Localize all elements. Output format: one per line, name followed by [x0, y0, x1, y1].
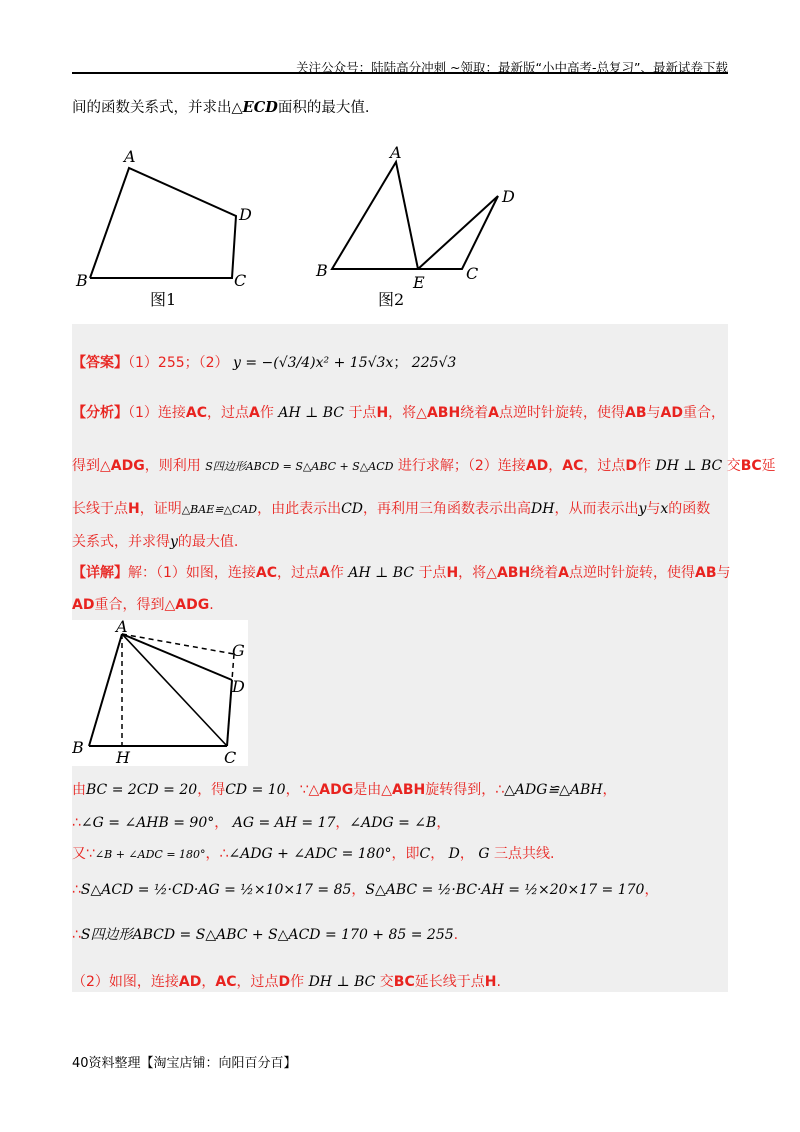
sol-s6i: 交	[379, 974, 394, 990]
figure1-label-c: C	[234, 271, 247, 290]
figure3-label-a: A	[116, 620, 128, 636]
sol-s3a: 又∵	[72, 846, 95, 862]
analysis-l3j: y	[638, 501, 647, 517]
sol-s4e: ，	[644, 882, 659, 898]
sol-s4b: S△ACD = ½·CD·AG = ½×10×17 = 85	[80, 882, 352, 898]
sol-s1g: 是由△	[353, 782, 392, 798]
analysis-l2k: 作	[637, 458, 652, 474]
figure1-caption: 图1	[150, 290, 177, 309]
figure-3	[72, 620, 248, 766]
sol-s2d: AG = AH = 17	[232, 815, 336, 831]
sol-s3c: ，∴	[205, 846, 229, 862]
sol-s6a: （2）如图，连接	[72, 974, 179, 990]
analysis-l1g: 于点	[348, 405, 377, 421]
sol-s6e: ，过点	[236, 974, 279, 990]
sol-s3h: D	[448, 846, 460, 862]
analysis-l3l: x	[660, 501, 669, 517]
analysis-line-1	[72, 402, 725, 422]
sol-s2f: ∠ADG = ∠B	[349, 815, 437, 831]
figure3-edge-ab	[89, 634, 122, 746]
analysis-line-3	[72, 498, 710, 518]
figure3-label-h: H	[116, 748, 130, 766]
analysis-l3a: 长线于点	[72, 501, 128, 517]
figure3-label-d: D	[232, 677, 245, 696]
analysis-tag: 【分析】	[72, 405, 128, 421]
analysis-l1l: A	[488, 405, 500, 421]
analysis-l1n: AB	[625, 405, 647, 421]
analysis-l2e: 进行求解；（2）连接	[397, 458, 526, 474]
sol-s2g: ，	[436, 815, 451, 831]
analysis-l1d: A	[249, 405, 260, 421]
detail-tag: 【详解】	[72, 565, 128, 581]
sol-s6f: D	[278, 974, 291, 990]
sol-s3i: ，	[459, 846, 474, 862]
figure2-triangle-abe	[332, 162, 418, 269]
figure-2	[310, 140, 530, 310]
detail-l1k: 绕着	[530, 565, 559, 581]
detail-l1h: H	[446, 565, 459, 581]
figure1-label-b: B	[76, 271, 88, 290]
sol-s2c: ，	[214, 815, 229, 831]
solution-line-6	[72, 971, 501, 991]
sol-s5b: S四边形ABCD = S△ABC + S△ACD = 170 + 85 = 255	[80, 927, 454, 943]
analysis-l1f: AH ⊥ BC	[278, 405, 344, 421]
solution-line-5	[72, 924, 458, 944]
solution-line-4	[72, 879, 658, 899]
analysis-l2h: AC	[562, 458, 584, 474]
analysis-l1i: ，将△	[388, 405, 427, 421]
sol-s6b: AD	[178, 974, 202, 990]
analysis-l1j: ABH	[426, 405, 461, 421]
header-rule	[72, 72, 728, 74]
analysis-l1a: （1）连接	[128, 405, 186, 421]
analysis-l3h: DH	[531, 501, 555, 517]
analysis-l1p: AD	[660, 405, 683, 421]
figure2-label-a: A	[390, 143, 402, 162]
figure2-label-e: E	[413, 273, 425, 292]
sol-s6c: ，	[201, 974, 216, 990]
sol-s3e: ，即	[391, 846, 420, 862]
sol-s6d: AC	[215, 974, 237, 990]
sol-s5c: .	[453, 927, 459, 943]
analysis-l1h: H	[376, 405, 389, 421]
detail-l1j: ABH	[496, 565, 531, 581]
sol-s6l: H	[484, 974, 497, 990]
answer-part1: （1）255；（2）	[128, 355, 229, 371]
analysis-l2j: D	[625, 458, 638, 474]
figure3-label-g: G	[232, 641, 245, 660]
answer-line	[72, 352, 456, 372]
analysis-l1o: 与	[646, 405, 661, 421]
figure1-label-d: D	[239, 205, 252, 224]
figure2-caption: 图2	[378, 290, 405, 309]
sol-s6g: 作	[290, 974, 305, 990]
solution-line-1	[72, 779, 617, 799]
sol-s2e: ，	[335, 815, 350, 831]
sol-s1i: 旋转得到，∴	[425, 782, 505, 798]
answer-sep: ；	[393, 355, 408, 371]
detail-l1g: 于点	[418, 565, 447, 581]
footer-text: 资料整理【淘宝店铺：向阳百分百】	[88, 1056, 297, 1071]
page-number: 40	[72, 1056, 89, 1071]
sol-s4a: ∴	[72, 882, 81, 898]
sol-s1d: CD = 10	[225, 782, 286, 798]
answer-tag: 【答案】	[72, 355, 128, 371]
detail-line-2	[72, 594, 214, 614]
sol-s1k: ，	[602, 782, 617, 798]
analysis-l2a: 得到△	[72, 458, 111, 474]
analysis-l3m: 的函数	[668, 501, 711, 517]
analysis-l2c: ，则利用	[144, 458, 201, 474]
sol-s1b: BC = 2CD = 20	[86, 782, 198, 798]
sol-s1e: ，∵△	[285, 782, 320, 798]
figure2-label-c: C	[466, 264, 479, 283]
answer-max: 225√3	[411, 355, 457, 371]
sol-s3j: G	[478, 846, 490, 862]
detail-l2b: 重合，得到△	[94, 597, 176, 613]
figure2-label-b: B	[316, 261, 328, 280]
analysis-l3g: ，再利用三角函数表示出高	[363, 501, 532, 517]
intro-text-after: 面积的最大值.	[277, 100, 370, 116]
detail-l1f: AH ⊥ BC	[348, 565, 414, 581]
analysis-l3f: CD	[341, 501, 364, 517]
sol-s4d: S△ABC = ½·BC·AH = ½×20×17 = 170	[365, 882, 645, 898]
analysis-l1m: 点逆时针旋转，使得	[499, 405, 626, 421]
analysis-l2b: ADG	[110, 458, 145, 474]
solution-line-3	[72, 843, 554, 863]
sol-s1h: ABH	[392, 782, 426, 798]
analysis-l2l: DH ⊥ BC	[655, 458, 723, 474]
detail-line-1	[72, 562, 731, 582]
analysis-l1k: 绕着	[460, 405, 489, 421]
sol-s6j: BC	[393, 974, 415, 990]
sol-s6m: .	[496, 974, 501, 990]
analysis-l2d: S四边形ABCD = S△ABC + S△ACD	[205, 460, 394, 473]
analysis-l2g: ，	[548, 458, 563, 474]
detail-l1e: 作	[329, 565, 344, 581]
analysis-l3k: 与	[646, 501, 661, 517]
figure2-triangle-ecd	[418, 196, 498, 269]
figure-1	[72, 140, 272, 310]
intro-line	[72, 96, 369, 117]
figure1-quadrilateral	[90, 168, 236, 278]
analysis-l1q: 重合，	[683, 405, 725, 421]
sol-s6h: DH ⊥ BC	[308, 974, 376, 990]
detail-l1o: 与	[716, 565, 731, 581]
detail-l1m: 点逆时针旋转，使得	[569, 565, 696, 581]
analysis-l3b: H	[128, 501, 140, 517]
sol-s1a: 由	[72, 782, 86, 798]
answer-formula: y = −(√3/4)x² + 15√3x	[233, 355, 394, 371]
detail-l2c: ADG	[175, 597, 210, 613]
figure3-edge-ad	[122, 634, 232, 680]
detail-l1n: AB	[695, 565, 717, 581]
sol-s3b: ∠B + ∠ADC = 180°	[94, 848, 206, 861]
analysis-l3d: △BAE≌△CAD	[181, 503, 258, 516]
sol-s2b: ∠G = ∠AHB = 90°	[80, 815, 215, 831]
intro-var: ECD	[242, 99, 278, 116]
analysis-l3i: ，从而表示出	[554, 501, 639, 517]
sol-s5a: ∴	[72, 927, 81, 943]
detail-l1b: AC	[255, 565, 278, 581]
figure2-label-d: D	[502, 187, 515, 206]
detail-l1d: A	[319, 565, 330, 581]
figure1-label-a: A	[124, 147, 136, 166]
analysis-l4b: y	[170, 534, 178, 550]
analysis-line-2	[72, 455, 776, 475]
page-footer	[72, 1052, 297, 1071]
sol-s3f: C	[419, 846, 431, 862]
sol-s3k: 三点共线.	[493, 846, 555, 862]
figure3-label-b: B	[72, 738, 84, 757]
sol-s6k: 延长线于点	[414, 974, 485, 990]
analysis-l2m: 交	[726, 458, 741, 474]
analysis-l2n: BC	[740, 458, 762, 474]
detail-l2d: .	[209, 597, 214, 613]
sol-s3d: ∠ADG + ∠ADC = 180°	[228, 846, 392, 862]
sol-s1f: ADG	[319, 782, 354, 798]
analysis-l1c: ，过点	[207, 405, 250, 421]
analysis-l2o: 延	[761, 458, 776, 474]
analysis-l3c: ，证明	[139, 501, 182, 517]
figure3-label-c: C	[224, 748, 237, 766]
analysis-l4a: 关系式，并求得	[72, 534, 170, 550]
sol-s3g: ，	[430, 846, 445, 862]
sol-s4c: ，	[351, 882, 366, 898]
detail-l2a: AD	[72, 597, 95, 613]
analysis-l3e: ，由此表示出	[257, 501, 342, 517]
analysis-l1b: AC	[185, 405, 208, 421]
sol-s2a: ∴	[72, 815, 81, 831]
intro-text-before: 间的函数关系式，并求出△	[72, 100, 243, 116]
sol-s1j: △ADG≌△ABH	[504, 782, 603, 798]
detail-l1l: A	[558, 565, 570, 581]
analysis-l4c: 的最大值.	[177, 534, 239, 550]
analysis-l2i: ，过点	[583, 458, 626, 474]
detail-l1a: 解：（1）如图，连接	[128, 565, 256, 581]
page-header: 关注公众号：陆陆高分冲刺 ~领取：最新版“小中高考-总复习”、最新试卷下载	[296, 60, 728, 75]
detail-l1i: ，将△	[458, 565, 497, 581]
analysis-l1e: 作	[259, 405, 274, 421]
analysis-line-4	[72, 531, 238, 551]
detail-l1c: ，过点	[277, 565, 320, 581]
sol-s1c: ，得	[197, 782, 226, 798]
solution-line-2	[72, 812, 450, 832]
analysis-l2f: AD	[525, 458, 549, 474]
